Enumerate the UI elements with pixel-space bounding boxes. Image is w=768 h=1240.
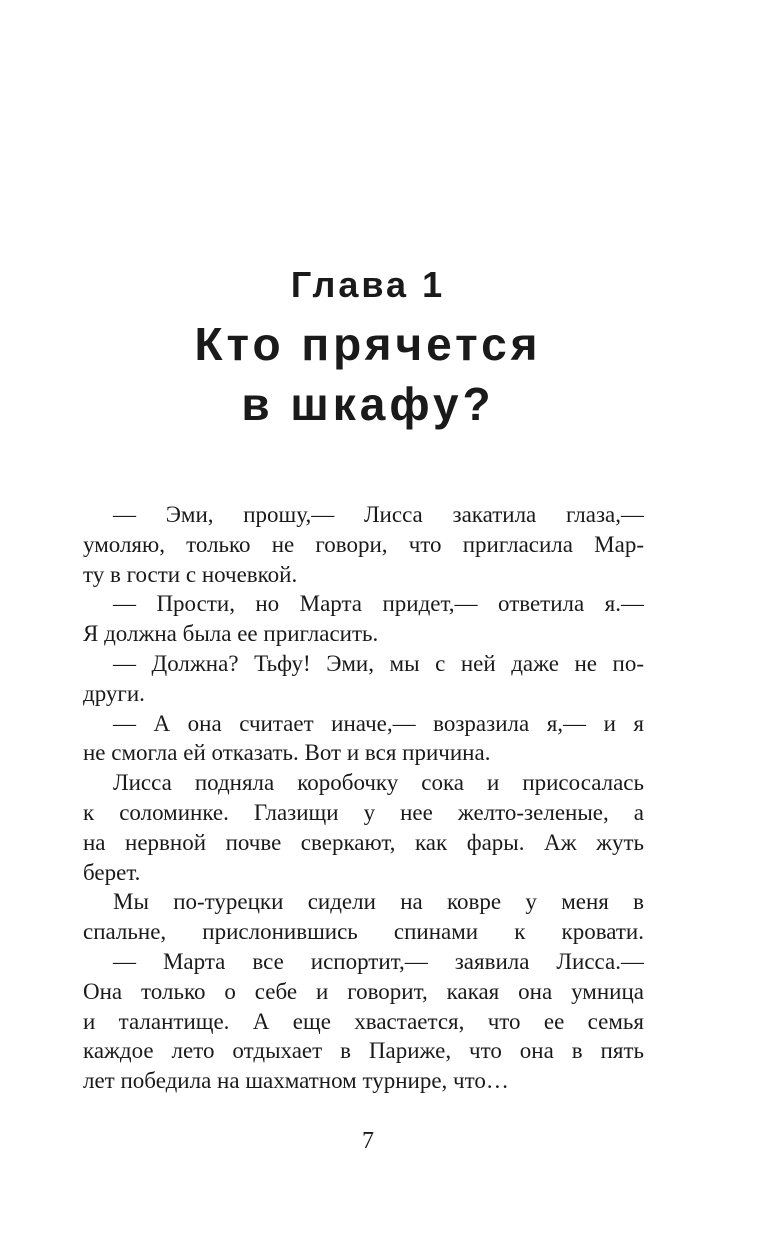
text-line: берет. (83, 859, 141, 885)
text-line: на нервной почве сверкают, как фары. Аж жуть (83, 829, 644, 855)
text-line: каждое лето отдыхает в Париже, что она в пять (83, 1038, 644, 1064)
text-line: — А она считает иначе,— возразила я,— и я (113, 710, 644, 736)
chapter-title (0, 314, 736, 434)
text-line: Я должна была ее пригласить. (83, 621, 379, 647)
chapter-title-line: в шкафу? (241, 378, 495, 430)
text-line: Она только о себе и говорит, какая она умница (83, 978, 644, 1004)
text-line: ту в гости с ночевкой. (83, 561, 298, 587)
text-line: други. (83, 680, 145, 706)
text-line: — Марта все испортит,— заявила Лисса.— (113, 948, 644, 974)
page-number: 7 (362, 1128, 374, 1154)
chapter-title-line: Кто прячется (194, 318, 542, 370)
text-line: умоляю, только не говори, что пригласила Мар- (83, 531, 644, 557)
chapter-label: Глава 1 (290, 264, 446, 305)
text-line: Лисса подняла коробочку сока и присосалась (113, 770, 644, 796)
text-line: не смогла ей отказать. Вот и вся причина. (83, 740, 491, 766)
text-line: — Должна? Тьфу! Эми, мы с ней даже не по- (113, 650, 644, 676)
text-line: и талантище. А еще хвастается, что ее семья (83, 1008, 644, 1034)
text-line: Мы по-турецки сидели на ковре у меня в (113, 889, 644, 915)
text-line: к соломинке. Глазищи у нее желто-зеленые, а (83, 799, 644, 825)
text-line: спальне, прислонившись спинами к кровати. (83, 919, 644, 945)
text-line: — Эми, прошу,— Лисса закатила глаза,— (113, 502, 644, 527)
text-line: — Прости, но Марта придет,— ответила я.— (113, 591, 644, 617)
body-text (83, 500, 644, 1096)
text-line: лет победила на шахматном турнире, что… (83, 1068, 509, 1094)
